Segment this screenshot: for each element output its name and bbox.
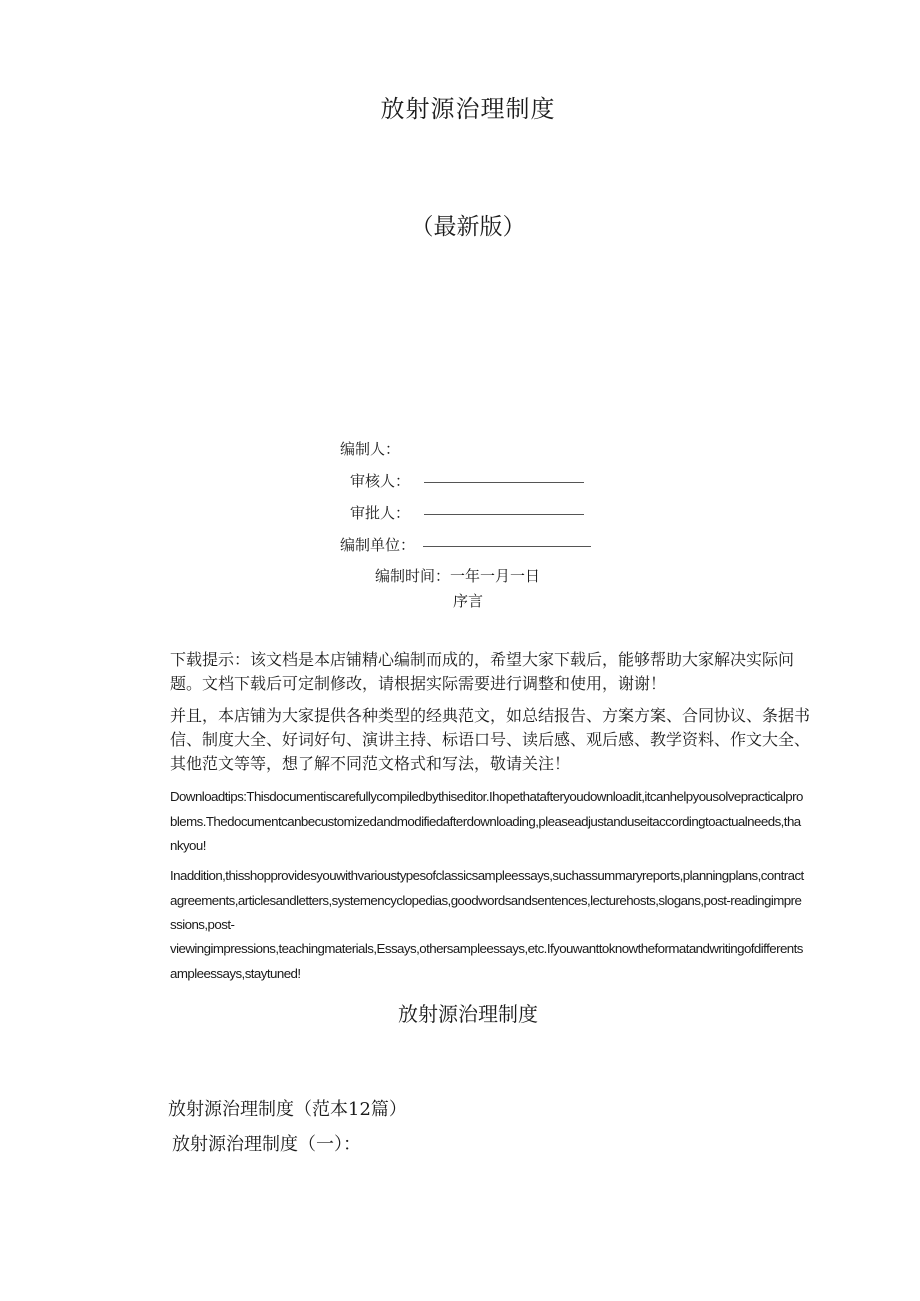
preface-cn-tip-text: 下载提示：该文档是本店铺精心编制而成的，希望大家下载后，能够帮助大家解决实际问题。文档下载后可定制修改，请根据实际需要进行调整和使用，谢谢！ [170,650,795,693]
reviewer-label: 审核人： [350,472,411,490]
preface-title: 序言 [452,592,483,610]
document-title: 放射源治理制度 [380,95,556,123]
approver-label: 审批人： [350,504,411,522]
section-title: 放射源治理制度 [398,1002,538,1026]
document-subtitle: （最新版） [410,214,526,240]
editor-label: 编制人： [340,440,401,458]
heading-part-one: 放射源治理制度（一）： [172,1134,361,1155]
unit-blank-line [423,545,591,547]
approver-field [350,502,584,524]
unit-field [340,534,591,556]
unit-label: 编制单位： [340,536,416,554]
preface-en-more-1: Inaddition,thisshopprovidesyouwithvarioustypesofclassicsampleessays,suchassummaryreports,planningplans,contractagreements,articlesandletters,systemencyclopedias,goodwordsandsentences,lecturehosts,slogans,post-readingimpressions,post- [170,868,804,932]
preface-en-tip: Downloadtips:Thisdocumentiscarefullycompiledbythiseditor.Ihopethatafteryoudownloadit,itcanhelpyousolvepracticalproblems.Thedocumentcanbecustomizedandmodifiedafterdownloading,pleaseadjustanduseitaccordingtoactualneeds,thankyou! [170,789,803,853]
editor-field [340,438,400,460]
preface-cn-more: 并且，本店铺为大家提供各种类型的经典范文，如总结报告、方案方案、合同协议、条据书信、制度大全、好词好句、演讲主持、标语口号、读后感、观后感、教学资料、作文大全、其他范文等等，想了解不同范文格式和写法，敬请关注！ [170,706,811,773]
heading-samples: 放射源治理制度（范本12篇） [168,1099,407,1120]
preface-en-more-2: viewingimpressions,teachingmaterials,Essays,othersampleessays,etc.Ifyouwanttoknowtheformatandwritingofdifferentsampleessays,staytuned! [170,941,803,981]
compile-time: 编制时间：一年一月一日 [375,567,541,585]
preface-cn-tip [170,648,810,696]
reviewer-field [350,470,584,492]
approver-blank-line [424,513,584,515]
reviewer-blank-line [424,481,584,483]
